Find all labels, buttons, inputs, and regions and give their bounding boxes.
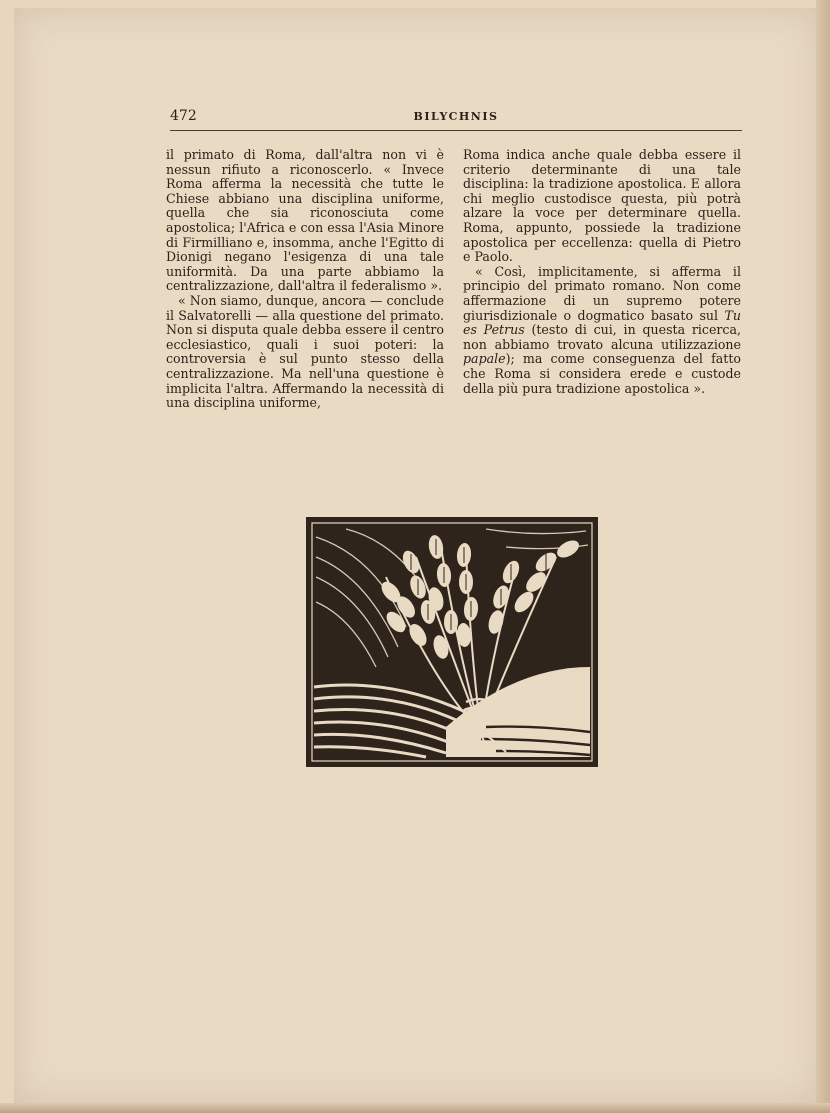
paragraph: « Non siamo, dunque, ancora — conclude il Salvatorelli — alla questione del primato. Non si disputa quale debba essere il centro ecclesiastico, quali i suoi poteri: la controversia è sul punto stesso della centralizzazione. Ma nell'una questione è implicita l'altra. Affermando la necessità di una disciplina uniforme, — [166, 292, 444, 411]
text-run: (testo di cui, in questa ricerca, non abbiamo trovato alcuna utilizzazione — [463, 322, 742, 352]
page-number: 472 — [170, 108, 197, 124]
italic-word: papale — [463, 351, 506, 367]
text-column-right — [463, 148, 741, 396]
running-title: BILYCHNIS — [413, 110, 499, 123]
paragraph: il primato di Roma, dall'altra non vi è nessun rifiuto a riconoscerlo. « Invece Roma afferma la necessità che tutte le Chiese abbiano una disciplina uniforme, quella che sia riconosciuta come apostolica; l'Africa e con essa l'Asia Minore di Firmilliano e, insomma, anche l'Egitto di Dionigi negano l'esigenza di una tale uniformità. Da una parte abbiamo la centralizzazione, dall'altra il federalismo ». — [166, 147, 444, 294]
page-stack-edge — [816, 0, 830, 1113]
paragraph — [463, 265, 741, 396]
text-column-left — [166, 148, 444, 411]
text-run: ); ma come conseguenza del fatto che Roma si considera erede e custode della più pura tradizione apostolica ». — [463, 351, 741, 396]
wheat-sheaf-woodcut-illustration — [306, 517, 598, 767]
text-run: « Così, implicitamente, si afferma il principio del primato romano. Non come affermazione di un supremo potere giurisdizionale o dogmatico basato sul — [463, 263, 741, 323]
paragraph: Roma indica anche quale debba essere il criterio determinante di una tale disciplina: la tradizione apostolica. E allora chi meglio custodisce questa, più potrà alzare la voce per determinare quella. Roma, appunto, possiede la tradizione apostolica per eccellenza: quella di Pietro e Paolo. — [463, 147, 741, 265]
page-bottom-edge — [0, 1103, 830, 1113]
italic-citation: Tu es Petrus — [463, 307, 741, 338]
running-header — [170, 108, 742, 131]
